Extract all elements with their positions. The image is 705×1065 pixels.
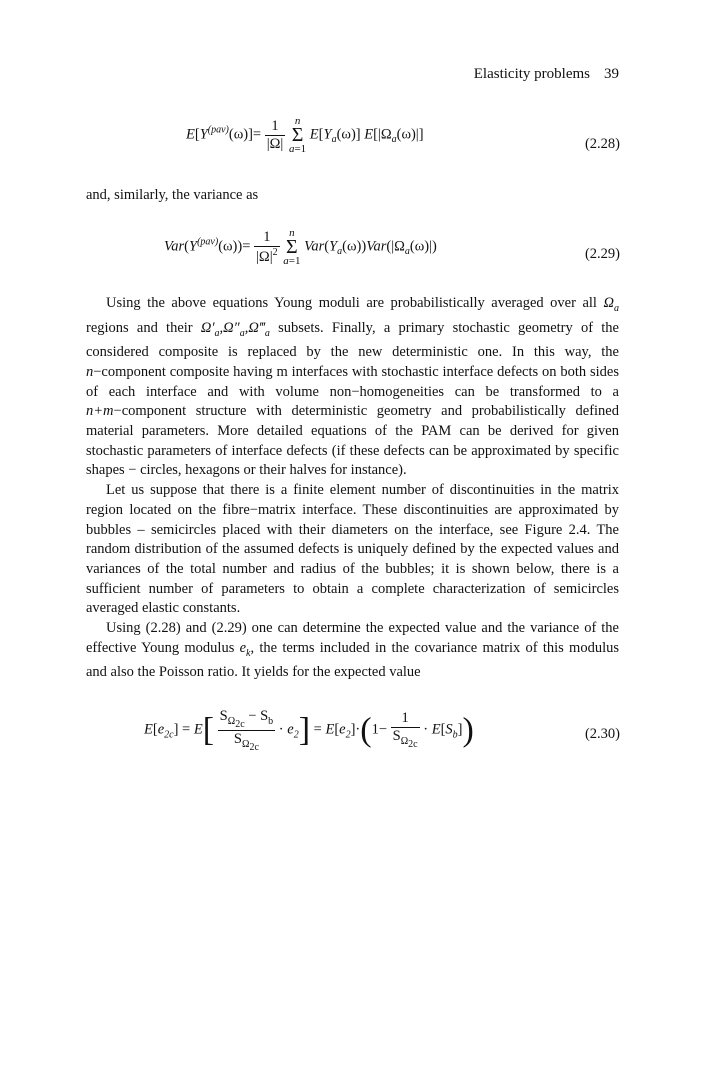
running-title: Elasticity problems	[473, 66, 590, 82]
equation-number: (2.29)	[584, 246, 620, 262]
paragraph-pam: Using the above equations Young moduli are probabilistically averaged over all $\Omega_a$ regions and their $\Omega'_a,\Omega''_a,\Omega‴_a$ subsets. Finally, a primary stochastic geometry of the considered composite is replaced by the new deterministic one. In this way, the n−component composite having m interfaces with stochastic interface defects on both sides of each interface and with volume non−homogeneities can be transformed to a n+m−component structure with deterministic geometry and probabilistically defined material parameters. More detailed equations of the PAM can be derived for given stochastic parameters of interface defects (if these defects can be approximated by specific shapes − circles, hexagons or their halves for instance). Let us suppose that there is a finite element number of discontinuities in the matrix region located on the fibre−matrix interface. These discontinuities are approximated by bubbles – semicircles placed with their diameters on the interface, see Figure 2.4. The random distribution of the assumed defects is uniquely defined by the expected values and variances of the total number and radius of the bubbles; it is shown below, there is a sufficient number of parameters to obtain a complete characterization of semicircles averaged elastic constants. Using (2.28) and (2.29) one can determine the expected value and the variance of the effective Young modulus $e_k$, the terms included in the covariance matrix of this modulus and also the Poisson ratio. It yields for the expected value	[86, 294, 619, 683]
equation-2-29: $Var(Y^{(pav)}(\omega))=$ $\frac{1}{|\Omega|^2}$ n Σ a=1 $Var(Y_a(\omega))Var(|\Omega_a(\omega)|)$ (2.29)	[164, 227, 620, 267]
equation-number: (2.28)	[584, 136, 620, 152]
paragraph-and-similarly: and, similarly, the variance as	[86, 187, 259, 203]
paragraph-young-modulus: Using (2.28) and (2.29) one can determine the expected value and the variance of the effective Young modulus $e_k$, the terms included in the covariance matrix of this modulus and also the Poisson ratio. It yields for the expected value	[86, 620, 619, 681]
page-number: 39	[604, 66, 619, 82]
equation-2-28: $E[Y^{(pav)}(\omega)]=$ $\frac{1}{|\Omega|}$ n Σ a=1 $E[Y_a(\omega)]$ $E[|\Omega_a(\omega)|]$ (2.28)	[186, 115, 620, 155]
equation-number: (2.30)	[584, 726, 620, 742]
equation-2-30: $E[e_{2c}] = E$[ $\frac{S_{\Omega_{2c}} - S_b}{S_{\Omega_{2c}}}$ · $e_2] = E[e_2]\cdot(1-$ $\frac{1}{S_{\Omega_{2c}}}$ · $E[S_b]$) (2.30)	[144, 708, 620, 753]
running-header	[474, 66, 619, 83]
paragraph-bubbles: Let us suppose that there is a finite element number of discontinuities in the matrix region located on the fibre−matrix interface. These discontinuities are approximated by bubbles – semicircles placed with their diameters on the interface, see Figure 2.4. The random distribution of the assumed defects is uniquely defined by the expected values and variances of the total number and radius of the bubbles; it is shown below, there is a sufficient number of parameters to obtain a complete characterization of semicircles averaged elastic constants.	[86, 482, 619, 617]
